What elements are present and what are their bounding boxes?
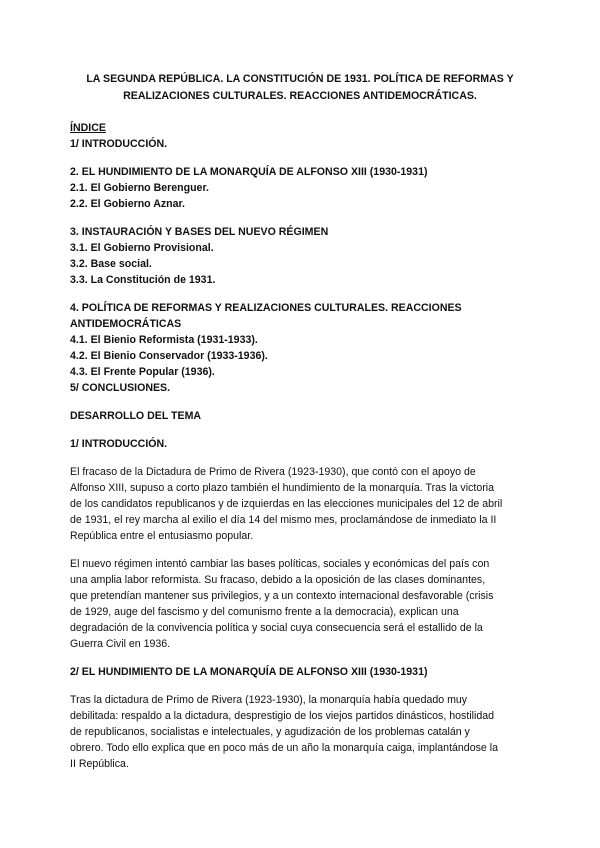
index-item-3-3: 3.3. La Constitución de 1931. — [70, 274, 216, 286]
index-item-4-3: 4.3. El Frente Popular (1936). — [70, 366, 215, 378]
paragraph-2-line: de 1929, auge del fascismo y del comunismo frente a la democracia), explican una — [70, 606, 459, 618]
index-section-3-heading: 3. INSTAURACIÓN Y BASES DEL NUEVO RÉGIMEN — [70, 226, 329, 238]
index-section-4-heading-line-2: ANTIDEMOCRÁTICAS — [70, 318, 182, 330]
paragraph-3-line: II República. — [70, 758, 129, 770]
paragraph-3-line: de republicanos, socialistas e intelectuales, y agudización de los problemas catalán y — [70, 726, 470, 738]
paragraph-2 — [70, 556, 528, 652]
paragraph-1-line: Alfonso XIII, supuso a corto plazo también el hundimiento de la monarquía. Tras la victoria — [70, 482, 494, 494]
paragraph-3-line: obrero. Todo ello explica que en poco más de un año la monarquía caiga, implantándose la — [70, 742, 498, 754]
index-item-3-1: 3.1. El Gobierno Provisional. — [70, 242, 214, 254]
index-item-2-1: 2.1. El Gobierno Berenguer. — [70, 182, 209, 194]
index-item-2-2: 2.2. El Gobierno Aznar. — [70, 198, 185, 210]
paragraph-1 — [70, 464, 528, 544]
paragraph-3 — [70, 692, 528, 772]
paragraph-3-line: Tras la dictadura de Primo de Rivera (1923-1930), la monarquía había quedado muy — [70, 694, 468, 706]
index-item-4-1: 4.1. El Bienio Reformista (1931-1933). — [70, 334, 258, 346]
paragraph-2-line: Guerra Civil en 1936. — [70, 638, 171, 650]
index-item-conclusions: 5/ CONCLUSIONES. — [70, 382, 171, 394]
index-item-3-2: 3.2. Base social. — [70, 258, 152, 270]
title-line-1: LA SEGUNDA REPÚBLICA. LA CONSTITUCIÓN DE 1931. POLÍTICA DE REFORMAS Y — [86, 73, 514, 85]
title-line-2: REALIZACIONES CULTURALES. REACCIONES ANTIDEMOCRÁTICAS. — [123, 90, 477, 102]
index-item-intro: 1/ INTRODUCCIÓN. — [70, 138, 168, 150]
index-section-4-heading-line-1: 4. POLÍTICA DE REFORMAS Y REALIZACIONES CULTURALES. REACCIONES — [70, 302, 462, 314]
paragraph-2-line: que pretendían mantener sus privilegios, y a un contexto internacional desfavorable (crisis — [70, 590, 494, 602]
paragraph-1-line: de 1931, el rey marcha al exilio el día 14 del mismo mes, proclamándose de inmediato la II — [70, 514, 497, 526]
index-item-4-2: 4.2. El Bienio Conservador (1933-1936). — [70, 350, 268, 362]
paragraph-2-line: El nuevo régimen intentó cambiar las bases políticas, sociales y económicas del país con — [70, 558, 490, 570]
paragraph-2-line: una amplia labor reformista. Su fracaso, debido a la oposición de las clases dominantes, — [70, 574, 486, 586]
paragraph-1-line: República entre el entusiasmo popular. — [70, 530, 254, 542]
index-heading: ÍNDICE — [70, 122, 106, 134]
document-title — [60, 71, 540, 105]
paragraph-1-line: El fracaso de la Dictadura de Primo de Rivera (1923-1930), que contó con el apoyo de — [70, 466, 476, 478]
index-section-2-heading: 2. EL HUNDIMIENTO DE LA MONARQUÍA DE ALFONSO XIII (1930-1931) — [70, 166, 428, 178]
document-body — [70, 120, 528, 772]
index-section — [70, 120, 528, 396]
section-2-heading: 2/ EL HUNDIMIENTO DE LA MONARQUÍA DE ALFONSO XIII (1930-1931) — [70, 666, 428, 678]
development-heading: DESARROLLO DEL TEMA — [70, 410, 202, 422]
paragraph-3-line: debilitada: respaldo a la dictadura, desprestigio de los viejos partidos dinásticos, hostilidad — [70, 710, 495, 722]
paragraph-1-line: de los candidatos republicanos y de izquierdas en las elecciones municipales del 12 de abril — [70, 498, 503, 510]
intro-heading: 1/ INTRODUCCIÓN. — [70, 438, 168, 450]
paragraph-2-line: degradación de la convivencia política y social cuya consecuencia será el estallido de la — [70, 622, 483, 634]
